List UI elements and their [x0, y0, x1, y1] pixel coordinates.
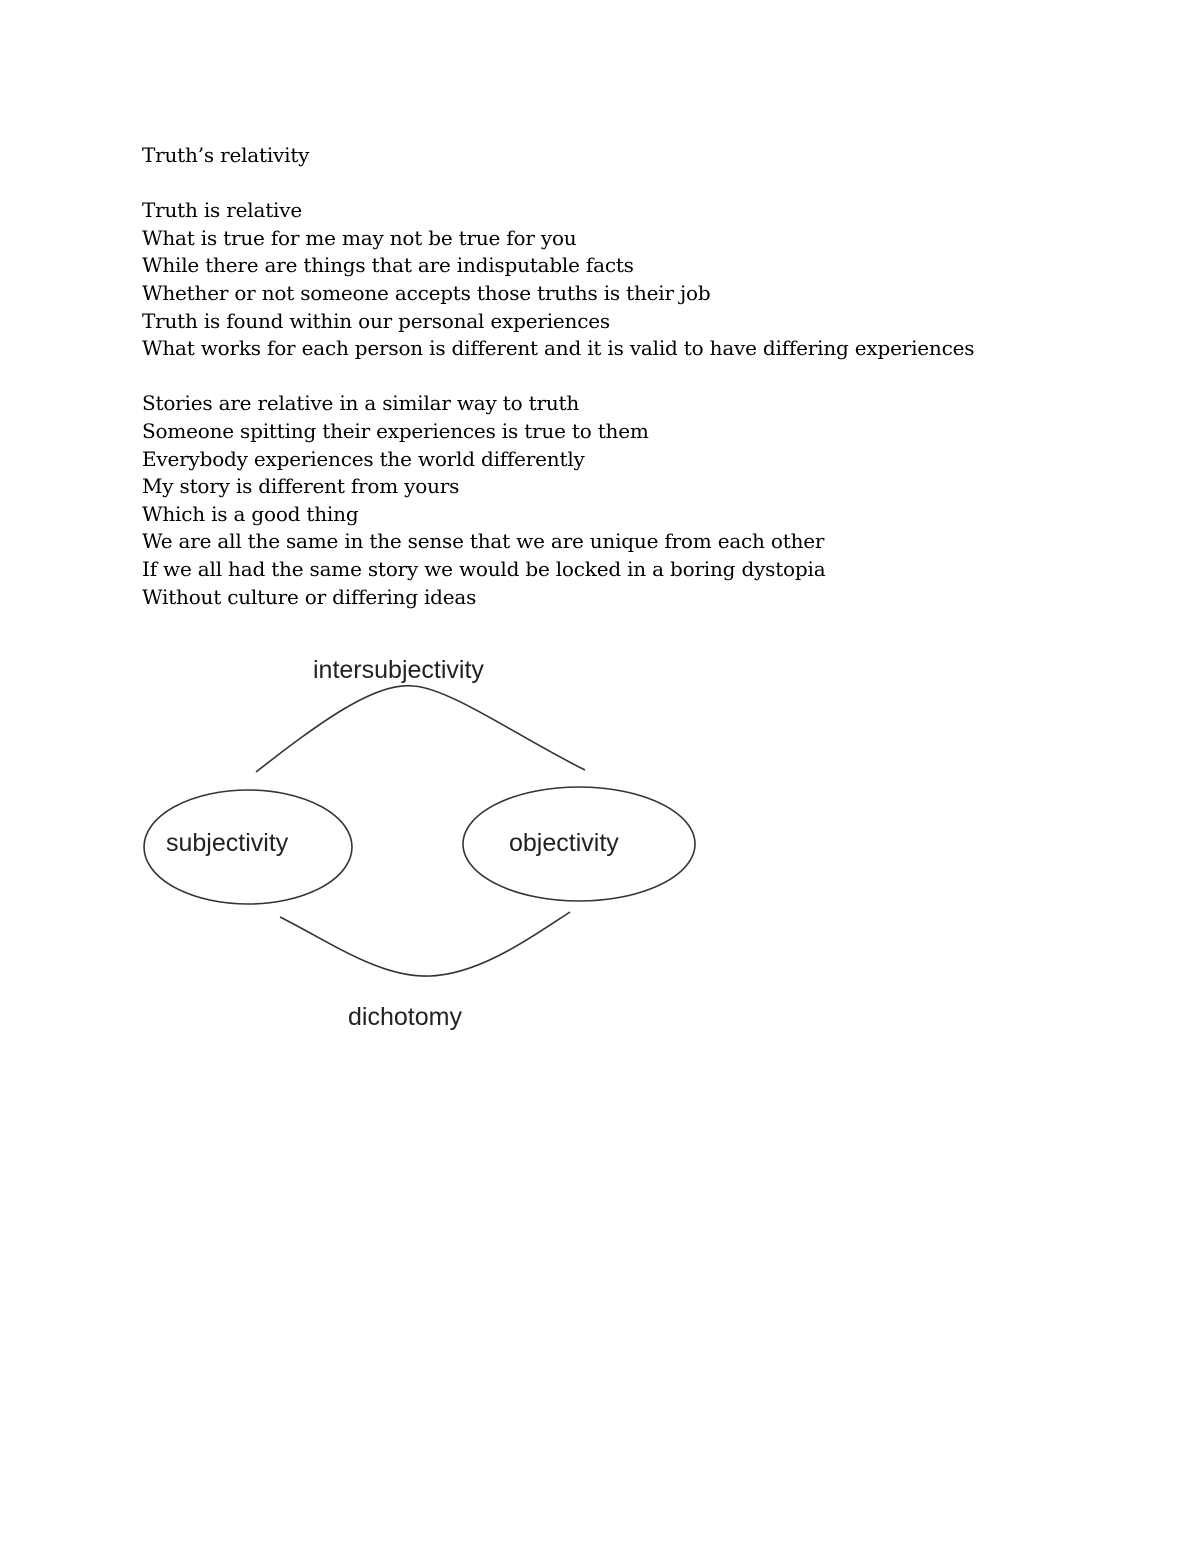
- text-line: Stories are relative in a similar way to truth: [142, 391, 580, 416]
- document-title: Truth’s relativity: [142, 143, 310, 167]
- objectivity-label: objectivity: [509, 829, 619, 857]
- text-line: What works for each person is different and it is valid to have differing experiences: [142, 336, 975, 361]
- top-arc-connector: [256, 686, 585, 772]
- text-line: What is true for me may not be true for you: [142, 225, 577, 250]
- text-line: Whether or not someone accepts those truths is their job: [142, 280, 711, 305]
- bottom-arc-connector: [280, 912, 570, 976]
- diagram-canvas: [130, 640, 730, 1050]
- stanza-truth: [142, 197, 1042, 363]
- document-body: [142, 142, 1042, 611]
- stanza-stories: [142, 390, 1042, 611]
- text-line: Someone spitting their experiences is true to them: [142, 418, 649, 443]
- intersubjectivity-label: intersubjectivity: [313, 656, 484, 684]
- subjectivity-label: subjectivity: [166, 829, 289, 857]
- text-line: Truth is found within our personal experiences: [142, 308, 610, 333]
- text-line: Which is a good thing: [142, 501, 359, 526]
- text-line: If we all had the same story we would be locked in a boring dystopia: [142, 556, 826, 581]
- concept-diagram: [130, 640, 730, 1050]
- text-line: While there are things that are indisputable facts: [142, 253, 634, 278]
- dichotomy-label: dichotomy: [348, 1003, 462, 1031]
- text-line: We are all the same in the sense that we are unique from each other: [142, 529, 825, 554]
- text-line: Without culture or differing ideas: [142, 584, 477, 609]
- text-line: Truth is relative: [142, 198, 302, 223]
- text-line: Everybody experiences the world differently: [142, 446, 585, 471]
- text-line: My story is different from yours: [142, 474, 460, 499]
